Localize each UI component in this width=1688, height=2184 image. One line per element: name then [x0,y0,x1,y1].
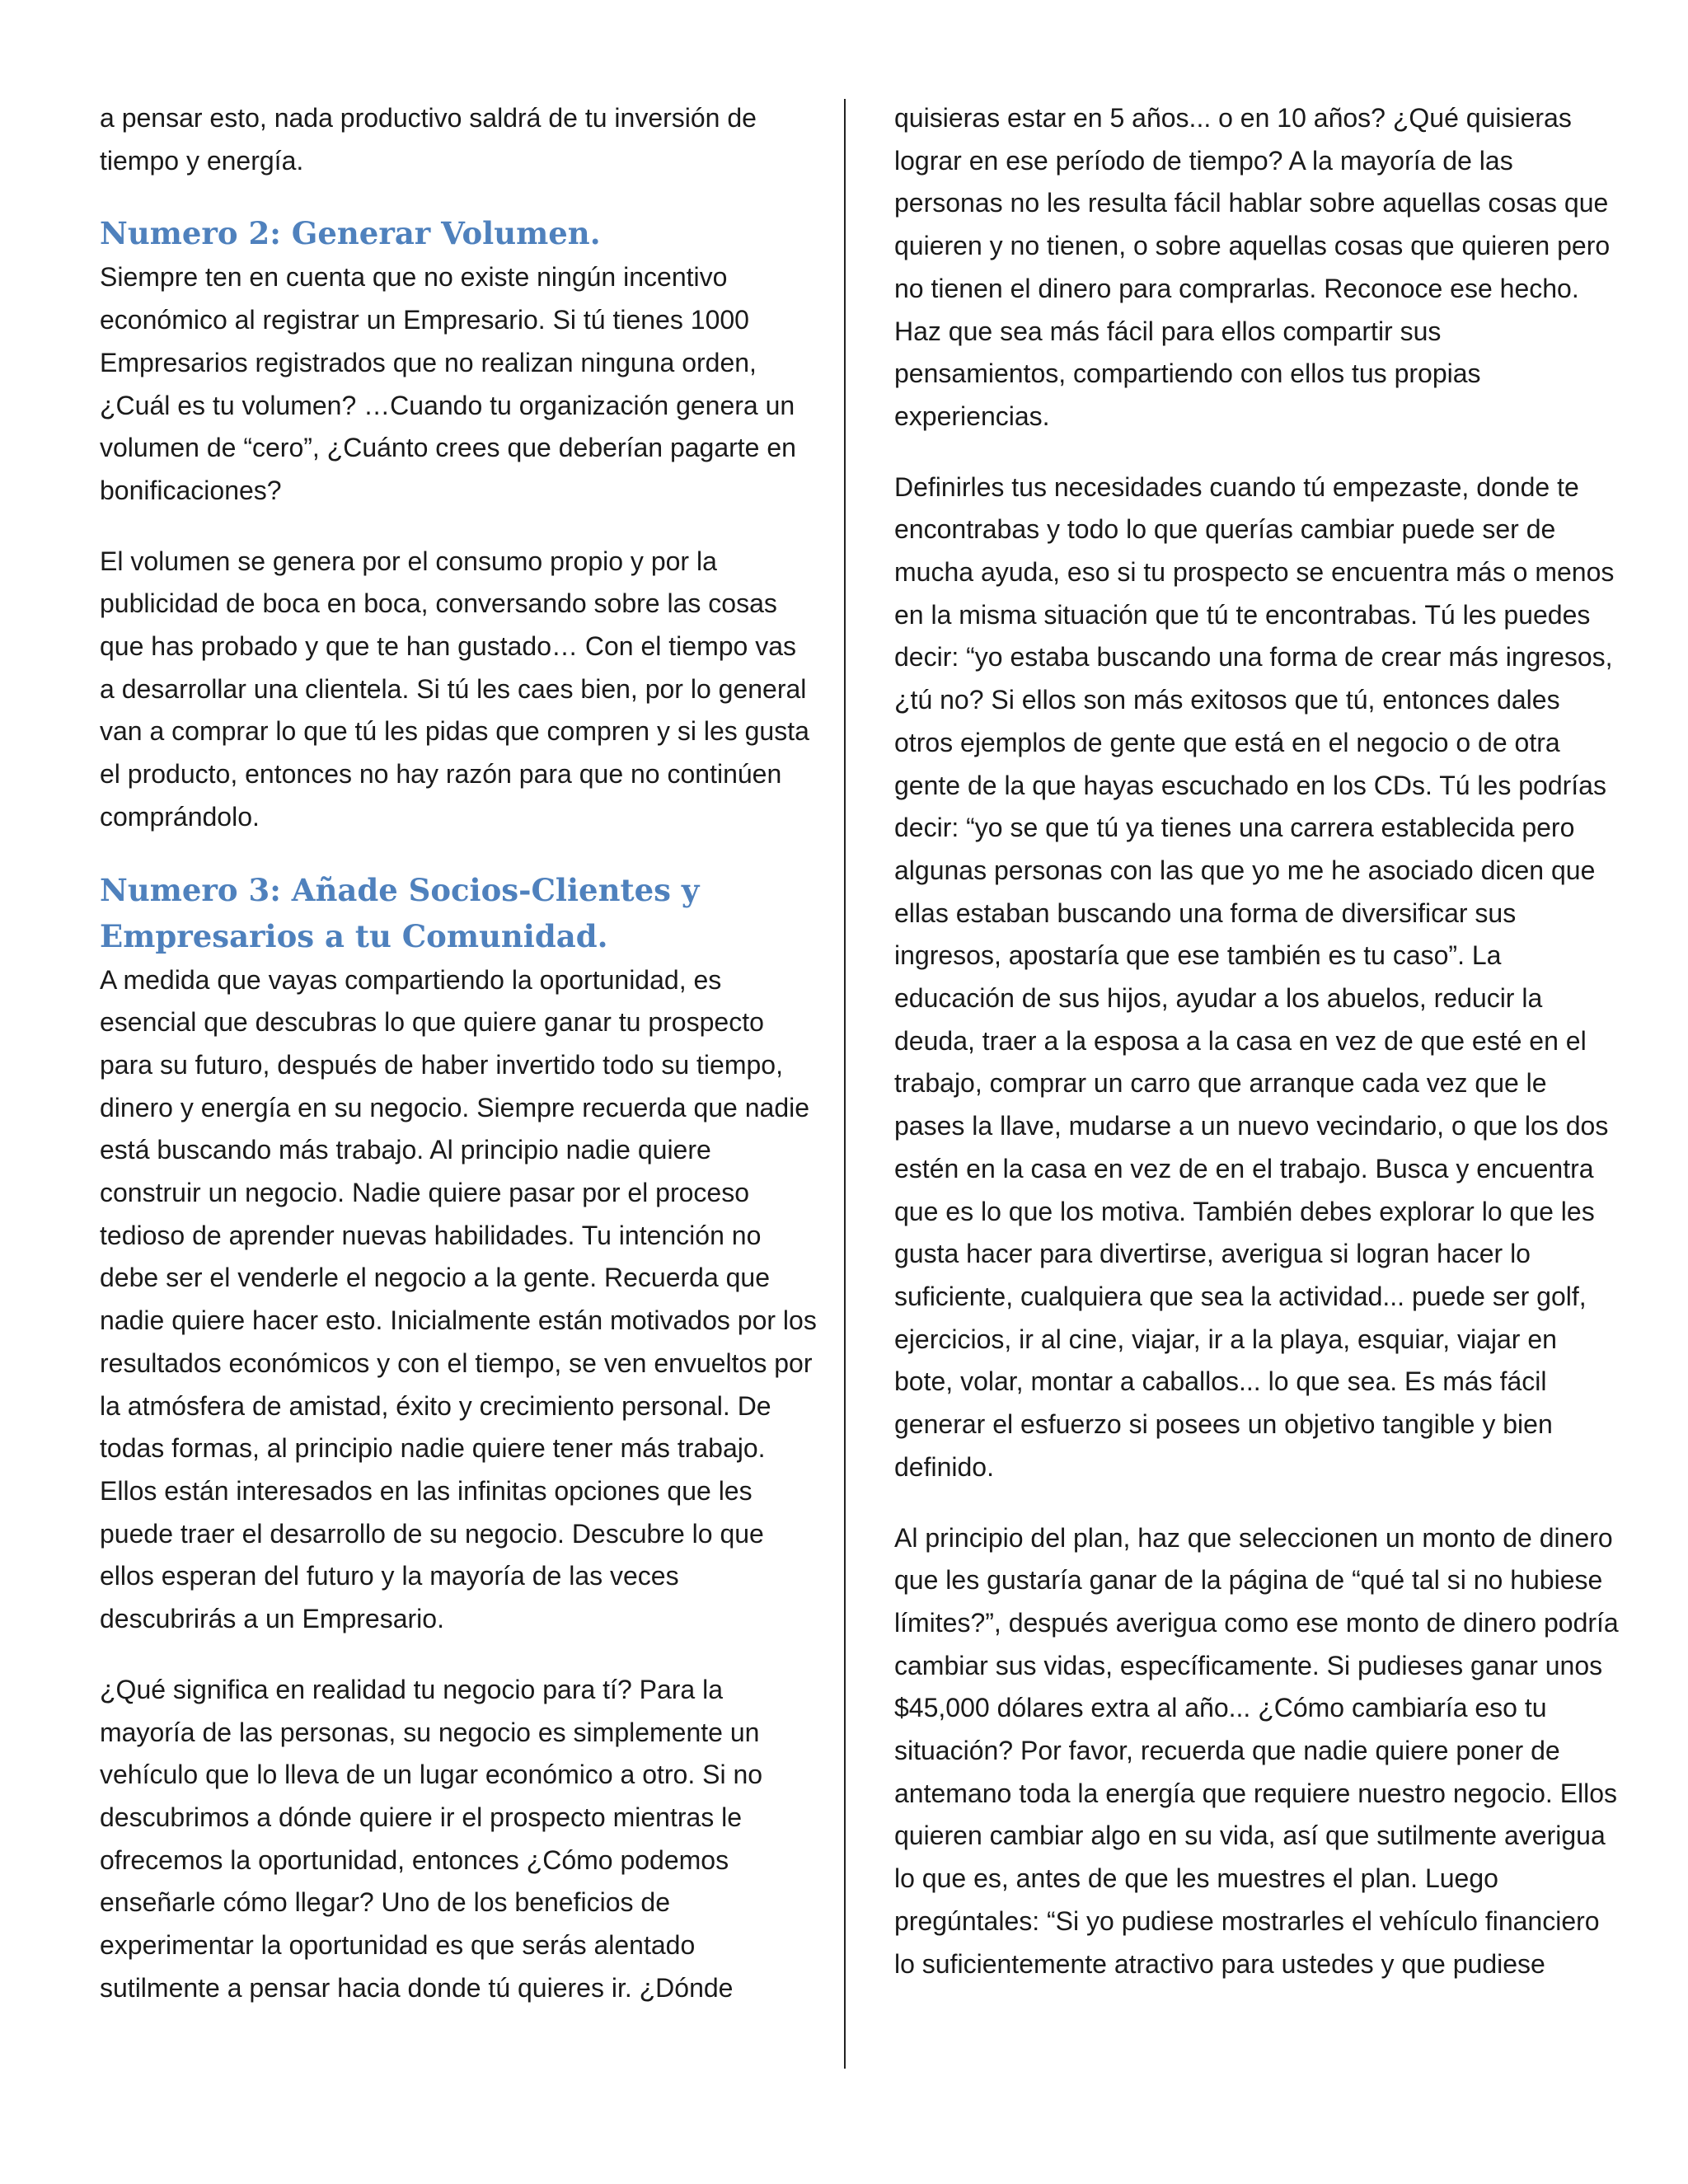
section-heading-socios: Numero 3: Añade Socios-Clientes y Empresarios a tu Comunidad. [100,871,700,954]
paragraph: a pensar esto, nada productivo saldrá de tu inversión de tiempo y energía. [100,103,757,176]
paragraph: quisieras estar en 5 años... o en 10 años? ¿Qué quisieras lograr en ese período de tiempo? A la mayoría de las personas no les resulta fácil hablar sobre aquellas cosas que quieren y no tienen, o sobre aquellas cosas que quieren pero no tienen el dinero para comprarlas. Reconoce ese hecho. Haz que sea más fácil para ellos compartir sus pensamientos, compartiendo con ellos tus propias experiencias. [894,103,1611,431]
right-column [894,97,1620,2013]
column-divider [844,99,846,2069]
section-heading-volumen: Numero 2: Generar Volumen. [100,215,601,252]
paragraph: Siempre ten en cuenta que no existe ningún incentivo económico al registrar un Empresario. Si tú tienes 1000 Empresarios registrados que no realizan ninguna orden, ¿Cuál es tu volumen? …Cuando tu organización genera un volumen de “cero”, ¿Cuánto crees que deberían pagarte en bonificaciones? [100,262,796,505]
paragraph: El volumen se genera por el consumo propio y por la publicidad de boca en boca, conversando sobre las cosas que has probado y que te han gustado… Con el tiempo vas a desarrollar una clientela. Si tú les caes bien, por lo general van a comprar lo que tú les pidas que compren y si les gusta el producto, entonces no hay razón para que no continúen comprándolo. [100,546,809,832]
paragraph: Al principio del plan, haz que seleccionen un monto de dinero que les gustaría ganar de la página de “qué tal si no hubiese límites?”, después averigua como ese monto de dinero podría cambiar sus vidas, específicamente. Si pudieses ganar unos $45,000 dólares extra al año... ¿Cómo cambiaría eso tu situación? Por favor, recuerda que nadie quiere poner de antemano toda la energía que requiere nuestro negocio. Ellos quieren cambiar algo en su vida, así que sutilmente averigua lo que es, antes de que les muestres el plan. Luego pregúntales: “Si yo pudiese mostrarles el vehículo financiero lo suficientemente atractivo para ustedes y que pudiese [894,1522,1619,1979]
paragraph: ¿Qué significa en realidad tu negocio para tí? Para la mayoría de las personas, su negocio es simplemente un vehículo que lo lleva de un lugar económico a otro. Si no descubrimos a dónde quiere ir el prospecto mientras le ofrecemos la oportunidad, entonces ¿Cómo podemos enseñarle cómo llegar? Uno de los beneficios de experimentar la oportunidad es que serás alentado sutilmente a pensar hacia donde tú quieres ir. ¿Dónde [100,1674,763,2003]
paragraph: Definirles tus necesidades cuando tú empezaste, donde te encontrabas y todo lo que querías cambiar puede ser de mucha ayuda, eso si tu prospecto se encuentra más o menos en la misma situación que tú te encontrabas. Tú les puedes decir: “yo estaba buscando una forma de crear más ingresos, ¿tú no? Si ellos son más exitosos que tú, entonces dales otros ejemplos de gente que está en el negocio o de otra gente de la que hayas escuchado en los CDs. Tú les podrías decir: “yo se que tú ya tienes una carrera establecida pero algunas personas con las que yo me he asociado dicen que ellas estaban buscando una forma de diversificar sus ingresos, apostaría que ese también es tu caso”. La educación de sus hijos, ayudar a los abuelos, reducir la deuda, traer a la esposa a la casa en vez de que esté en el trabajo, comprar un carro que arranque cada vez que le pases la llave, mudarse a un nuevo vecindario, o que los dos estén en la casa en vez de en el trabajo. Busca y encuentra que es lo que los motiva. También debes explorar lo que les gusta hacer para divertirse, averigua si logran hacer lo suficiente, cualquiera que sea la actividad... puede ser golf, ejercicios, ir al cine, viajar, ir a la playa, esquiar, viajar en bote, volar, montar a caballos... lo que sea. Es más fácil generar el esfuerzo si posees un objetivo tangible y bien definido. [894,471,1615,1482]
paragraph: A medida que vayas compartiendo la oportunidad, es esencial que descubras lo que quiere ganar tu prospecto para su futuro, después de haber invertido todo su tiempo, dinero y energía en su negocio. Siempre recuerda que nadie está buscando más trabajo. Al principio nadie quiere construir un negocio. Nadie quiere pasar por el proceso tedioso de aprender nuevas habilidades. Tu intención no debe ser el venderle el negocio a la gente. Recuerda que nadie quiere hacer esto. Inicialmente están motivados por los resultados económicos y con el tiempo, se ven envueltos por la atmósfera de amistad, éxito y crecimiento personal. De todas formas, al principio nadie quiere tener más trabajo. Ellos están interesados en las infinitas opciones que les puede traer el desarrollo de su negocio. Descubre lo que ellos esperan del futuro y la mayoría de las veces descubrirás a un Empresario. [100,964,817,1634]
left-column [100,97,817,2037]
